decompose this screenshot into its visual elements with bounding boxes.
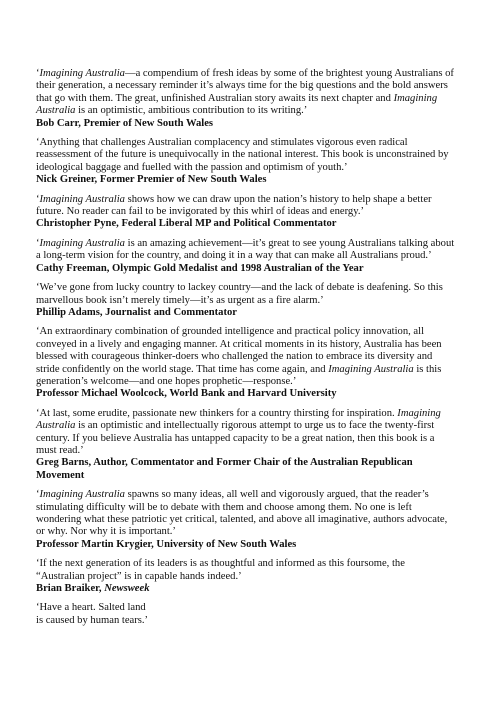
text-run: ‘ [36,237,40,249]
text-run: Greg Barns, Author, Commentator and Former Chair of the Australian Republican Movement [36,457,413,481]
italic-title-text: Imagining Australia [36,92,438,117]
endorsement-attribution [36,218,456,230]
text-run: is this generation’s welcome—and one hopes prophetic—response.’ [36,363,442,387]
text-run: ‘At last, some erudite, passionate new thinkers for a country thirsting for inspiration. [36,407,398,419]
endorsement [36,194,456,231]
endorsement [36,68,456,130]
endorsement-attribution [36,457,456,482]
text-run: is an optimistic and intellectually rigorous attempt to urge us to face the twenty-first century. If you believe Australia has untapped capacity to be a great nation, then this book is a must read.’ [36,420,435,456]
text-run: Professor Michael Woolcock, World Bank and Harvard University [36,388,337,400]
text-run: spawns so many ideas, all well and vigorously argued, that the reader’s stimulating difficulty will be to debate with them and choose among them. No one is left wondering what these patriotic yet critical, talented, and above all imaginative, authors advocate, or why. Nor why it is important.’ [36,489,448,538]
italic-title-text: Imagining Australia [328,363,414,375]
endorsement-attribution [36,263,456,275]
text-run: ‘ [36,489,40,501]
italic-title-text: Imagining Australia [36,407,441,432]
endorsement-quote [36,489,456,539]
endorsement [36,238,456,275]
text-run: Nick Greiner, Former Premier of New South Wales [36,174,267,186]
text-run: Brian Braiker, [36,583,105,595]
italic-title-text: Imagining Australia [39,489,125,501]
text-run: is an amazing achievement—it’s great to see young Australians talking about a long-term vision for the country, and doing it in a way that can make all Australians proud.’ [36,237,455,262]
endorsement [36,137,456,187]
endorsement [36,408,456,482]
endorsement-quote [36,282,456,307]
text-run: ‘We’ve gone from lucky country to lackey country—and the lack of debate is deafening. So this marvellous book isn’t merely timely—it’s as urgent as a fire alarm.’ [36,282,443,306]
endorsement [36,489,456,551]
italic-title-text: Imagining Australia [39,68,125,79]
endorsement-attribution [36,388,456,400]
text-run: Professor Martin Krygier, University of New South Wales [36,538,297,550]
italic-title-text: Imagining Australia [39,193,125,205]
endorsements-list [36,68,456,634]
endorsement-attribution [36,174,456,186]
endorsement-quote [36,408,456,458]
endorsement [36,602,456,627]
text-run: ‘If the next generation of its leaders is as thoughtful and informed as this foursome, the “Australian project” is in capable hands indeed.’ [36,558,405,582]
endorsement-quote [36,194,456,219]
text-run: ‘ [36,68,40,79]
text-run: ‘An extraordinary combination of grounded intelligence and practical policy innovation, all conveyed in a lively and engaging manner. At critical moments in its history, Australia has been blessed with courageous thinker-doers who challenged the nation to embrace its diversity and stride confidently on the world stage. That time has come again, and [36,326,442,375]
text-run: shows how we can draw upon the nation’s history to help shape a better future. No reader can fail to be invigorated by this whirl of ideas and energy.’ [36,193,432,218]
text-run: Christopher Pyne, Federal Liberal MP and Political Commentator [36,218,337,230]
text-run: —a compendium of fresh ideas by some of the brightest young Australians of their generation, a necessary reminder it’s always time for the big questions and the bold answers that go with them. The great, unfinished Australian story awaits its next chapter and [36,68,454,104]
endorsement-attribution [36,307,456,319]
text-run: ‘Anything that challenges Australian complacency and stimulates vigorous even radical reassessment of the future is unequivocally in the national interest. This book is unconstrained by ideological baggage and fuelled with the passion and optimism of youth.’ [36,137,449,173]
endorsement-quote [36,238,456,263]
endorsement-quote [36,602,456,627]
endorsement-attribution [36,539,456,551]
text-run: Phillip Adams, Journalist and Commentator [36,306,238,318]
endorsement-attribution [36,118,456,130]
text-run: Cathy Freeman, Olympic Gold Medalist and 1998 Australian of the Year [36,262,364,274]
text-run: ‘ [36,193,40,205]
endorsement-quote [36,68,456,118]
text-run: is an optimistic, ambitious contribution to its writing.’ [75,105,308,117]
italic-title-text: Newsweek [104,583,150,595]
text-run: Bob Carr, Premier of New South Wales [36,117,214,129]
endorsement [36,326,456,400]
endorsement-quote [36,137,456,174]
endorsement [36,558,456,595]
text-run: is caused by human tears.’ [36,614,149,626]
endorsement-quote [36,558,456,583]
italic-title-text: Imagining Australia [39,237,125,249]
text-run: ‘Have a heart. Salted land [36,602,146,614]
endorsement [36,282,456,319]
endorsement-quote [36,326,456,388]
endorsement-attribution [36,583,456,595]
